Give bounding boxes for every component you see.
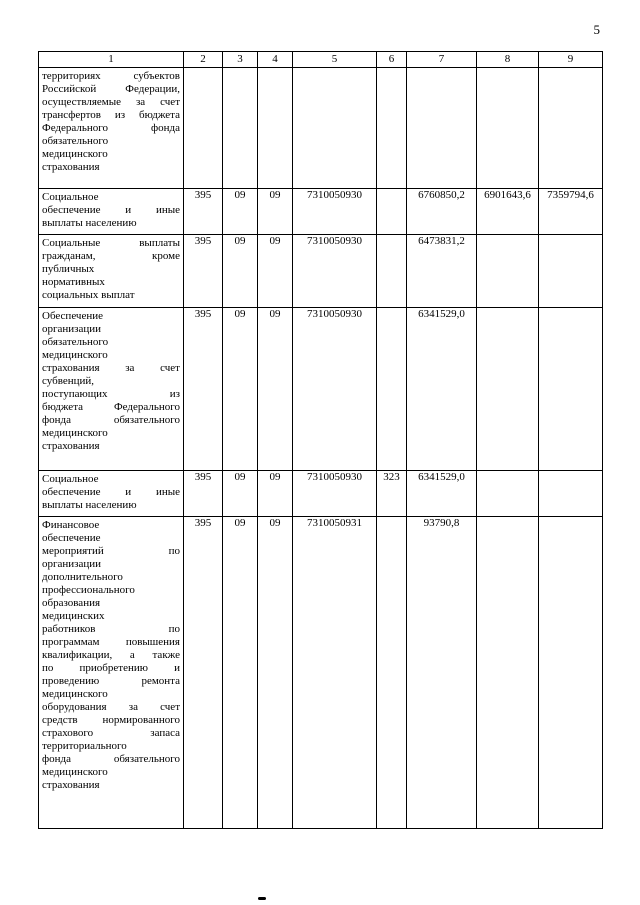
cell-c5: 7310050931 (293, 517, 377, 829)
cell-c9 (539, 68, 603, 189)
description-line: организации (42, 323, 102, 335)
description-line: страхования (42, 779, 100, 791)
column-header-2: 2 (184, 52, 223, 68)
description-line: образования (42, 597, 101, 609)
cell-c5: 7310050930 (293, 189, 377, 235)
description-line: выплаты населению (42, 217, 137, 229)
description-line: поступающих из (42, 388, 180, 400)
cell-c7: 6341529,0 (407, 308, 477, 471)
column-header-9: 9 (539, 52, 603, 68)
description-line: фонда обязательного (42, 753, 180, 765)
column-header-6: 6 (377, 52, 407, 68)
description-line: социальных выплат (42, 289, 135, 301)
description-line: оборудования за счет (42, 701, 180, 713)
cell-c2: 395 (184, 189, 223, 235)
description-line: обеспечение и иные (42, 486, 180, 498)
cell-c5: 7310050930 (293, 235, 377, 308)
cell-c4 (258, 68, 293, 189)
cell-c5: 7310050930 (293, 471, 377, 517)
description-line: выплаты населению (42, 499, 137, 511)
table-row (39, 235, 603, 308)
column-header-7: 7 (407, 52, 477, 68)
description-line: медицинского (42, 148, 108, 160)
budget-table (38, 51, 603, 829)
description-line: Российской Федерации, (42, 83, 180, 95)
cell-c7: 93790,8 (407, 517, 477, 829)
cell-c2: 395 (184, 235, 223, 308)
description-line: страхового запаса (42, 727, 180, 739)
description-line: проведению ремонта (42, 675, 180, 687)
description-line: средств нормированного (42, 714, 180, 726)
row-description (39, 235, 184, 308)
description-line: Социальное (42, 473, 99, 485)
column-header-4: 4 (258, 52, 293, 68)
cell-c4: 09 (258, 471, 293, 517)
description-line: страхования за счет (42, 362, 180, 374)
cell-c3: 09 (223, 517, 258, 829)
description-line: медицинского (42, 349, 108, 361)
column-header-8: 8 (477, 52, 539, 68)
description-line: страхования (42, 161, 100, 173)
description-line: Федерального фонда (42, 122, 180, 134)
cell-c4: 09 (258, 308, 293, 471)
table-row (39, 471, 603, 517)
cell-c3: 09 (223, 189, 258, 235)
description-line: программам повышения (42, 636, 180, 648)
description-line: медицинского (42, 427, 108, 439)
cell-c3 (223, 68, 258, 189)
cell-c9 (539, 308, 603, 471)
description-line: обязательного (42, 135, 109, 147)
description-line: мероприятий по (42, 545, 180, 557)
table-row (39, 308, 603, 471)
cell-c8 (477, 517, 539, 829)
page-number: 5 (593, 22, 600, 37)
table-row (39, 189, 603, 235)
description-line: профессионального (42, 584, 135, 596)
cell-c2: 395 (184, 517, 223, 829)
description-line: медицинского (42, 766, 108, 778)
cell-c6 (377, 517, 407, 829)
description-line: работников по (42, 623, 180, 635)
cell-c8 (477, 471, 539, 517)
cell-c6 (377, 68, 407, 189)
description-line: осуществляемые за счет (42, 96, 180, 108)
cell-c2 (184, 68, 223, 189)
cell-c7: 6760850,2 (407, 189, 477, 235)
column-header-3: 3 (223, 52, 258, 68)
description-line: медицинских (42, 610, 105, 622)
cell-c6: 323 (377, 471, 407, 517)
table-row (39, 68, 603, 189)
description-line: бюджета Федерального (42, 401, 180, 413)
cell-c9 (539, 235, 603, 308)
description-line: фонда обязательного (42, 414, 180, 426)
description-line: по приобретению и (42, 662, 180, 674)
cell-c6 (377, 189, 407, 235)
cell-c6 (377, 235, 407, 308)
cell-c4: 09 (258, 517, 293, 829)
description-line: обеспечение и иные (42, 204, 180, 216)
column-header-5: 5 (293, 52, 377, 68)
cell-c3: 09 (223, 235, 258, 308)
cell-c3: 09 (223, 471, 258, 517)
description-line: организации (42, 558, 102, 570)
description-line: медицинского (42, 688, 108, 700)
cell-c7: 6473831,2 (407, 235, 477, 308)
description-line: Обеспечение (42, 310, 103, 322)
cell-c7 (407, 68, 477, 189)
cell-c3: 09 (223, 308, 258, 471)
description-line: обеспечение (42, 532, 101, 544)
cell-c7: 6341529,0 (407, 471, 477, 517)
row-description (39, 471, 184, 517)
row-description (39, 517, 184, 829)
description-line: трансфертов из бюджета (42, 109, 180, 121)
description-line: территориях субъектов (42, 70, 180, 82)
description-line: квалификации, а также (42, 649, 180, 661)
cell-c8 (477, 68, 539, 189)
description-line: Финансовое (42, 519, 100, 531)
description-line: публичных (42, 263, 95, 275)
description-line: Социальные выплаты (42, 237, 180, 249)
description-line: нормативных (42, 276, 105, 288)
row-description (39, 308, 184, 471)
cell-c5: 7310050930 (293, 308, 377, 471)
description-line: дополнительного (42, 571, 123, 583)
cell-c8: 6901643,6 (477, 189, 539, 235)
description-line: гражданам, кроме (42, 250, 180, 262)
row-description (39, 189, 184, 235)
column-header-1: 1 (39, 52, 184, 68)
cell-c2: 395 (184, 471, 223, 517)
cell-c8 (477, 308, 539, 471)
description-line: страхования (42, 440, 100, 452)
cell-c4: 09 (258, 235, 293, 308)
row-description (39, 68, 184, 189)
description-line: территориального (42, 740, 127, 752)
cell-c6 (377, 308, 407, 471)
cell-c9 (539, 517, 603, 829)
cell-c9 (539, 471, 603, 517)
table-body (39, 68, 603, 829)
description-line: Социальное (42, 191, 99, 203)
description-line: субвенций, (42, 375, 94, 387)
table-row (39, 517, 603, 829)
cell-c2: 395 (184, 308, 223, 471)
cell-c9: 7359794,6 (539, 189, 603, 235)
description-line: обязательного (42, 336, 109, 348)
header-row (39, 52, 603, 68)
scan-mark (258, 897, 266, 900)
cell-c5 (293, 68, 377, 189)
cell-c4: 09 (258, 189, 293, 235)
cell-c8 (477, 235, 539, 308)
